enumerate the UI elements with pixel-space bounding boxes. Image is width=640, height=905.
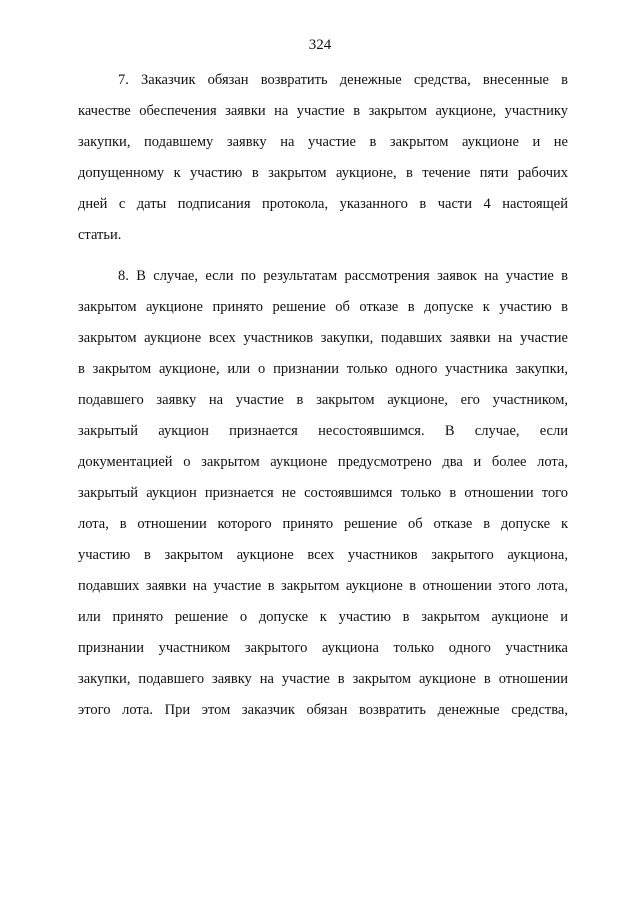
text-line: в закрытом аукционе, или о признании только одного участника закупки, — [78, 361, 568, 377]
text-line: качестве обеспечения заявки на участие в закрытом аукционе, участнику — [78, 103, 568, 119]
text-line: закупки, подавшему заявку на участие в закрытом аукционе и не — [78, 134, 568, 150]
text-line: закрытом аукционе принято решение об отказе в допуске к участию в — [78, 299, 568, 315]
text-line: участию в закрытом аукционе всех участников закрытого аукциона, — [78, 547, 568, 563]
text-line: подавшего заявку на участие в закрытом аукционе, его участником, — [78, 392, 568, 408]
paragraph-gap — [78, 258, 568, 268]
text-line: закрытом аукционе всех участников закупки, подавших заявки на участие — [78, 330, 568, 346]
text-line: подавших заявки на участие в закрытом аукционе в отношении этого лота, — [78, 578, 568, 594]
text-line: закупки, подавшего заявку на участие в закрытом аукционе в отношении — [78, 671, 568, 687]
paragraph-8 — [78, 268, 568, 733]
text-line: этого лота. При этом заказчик обязан возвратить денежные средства, — [78, 702, 568, 718]
paragraph-7 — [78, 72, 568, 258]
text-line: дней с даты подписания протокола, указанного в части 4 настоящей — [78, 196, 568, 212]
text-line: закрытый аукцион признается несостоявшимся. В случае, если — [78, 423, 568, 439]
text-line: лота, в отношении которого принято решение об отказе в допуске к — [78, 516, 568, 532]
text-line: допущенному к участию в закрытом аукционе, в течение пяти рабочих — [78, 165, 568, 181]
text-line: признании участником закрытого аукциона только одного участника — [78, 640, 568, 656]
body-text — [78, 72, 568, 733]
text-line: или принято решение о допуске к участию в закрытом аукционе и — [78, 609, 568, 625]
text-line: 7. Заказчик обязан возвратить денежные средства, внесенные в — [118, 72, 568, 88]
page-number: 324 — [308, 37, 332, 53]
text-line: закрытый аукцион признается не состоявшимся только в отношении того — [78, 485, 568, 501]
text-line: статьи. — [78, 227, 122, 243]
text-line: документацией о закрытом аукционе предусмотрено два и более лота, — [78, 454, 568, 470]
text-line: 8. В случае, если по результатам рассмотрения заявок на участие в — [118, 268, 568, 284]
